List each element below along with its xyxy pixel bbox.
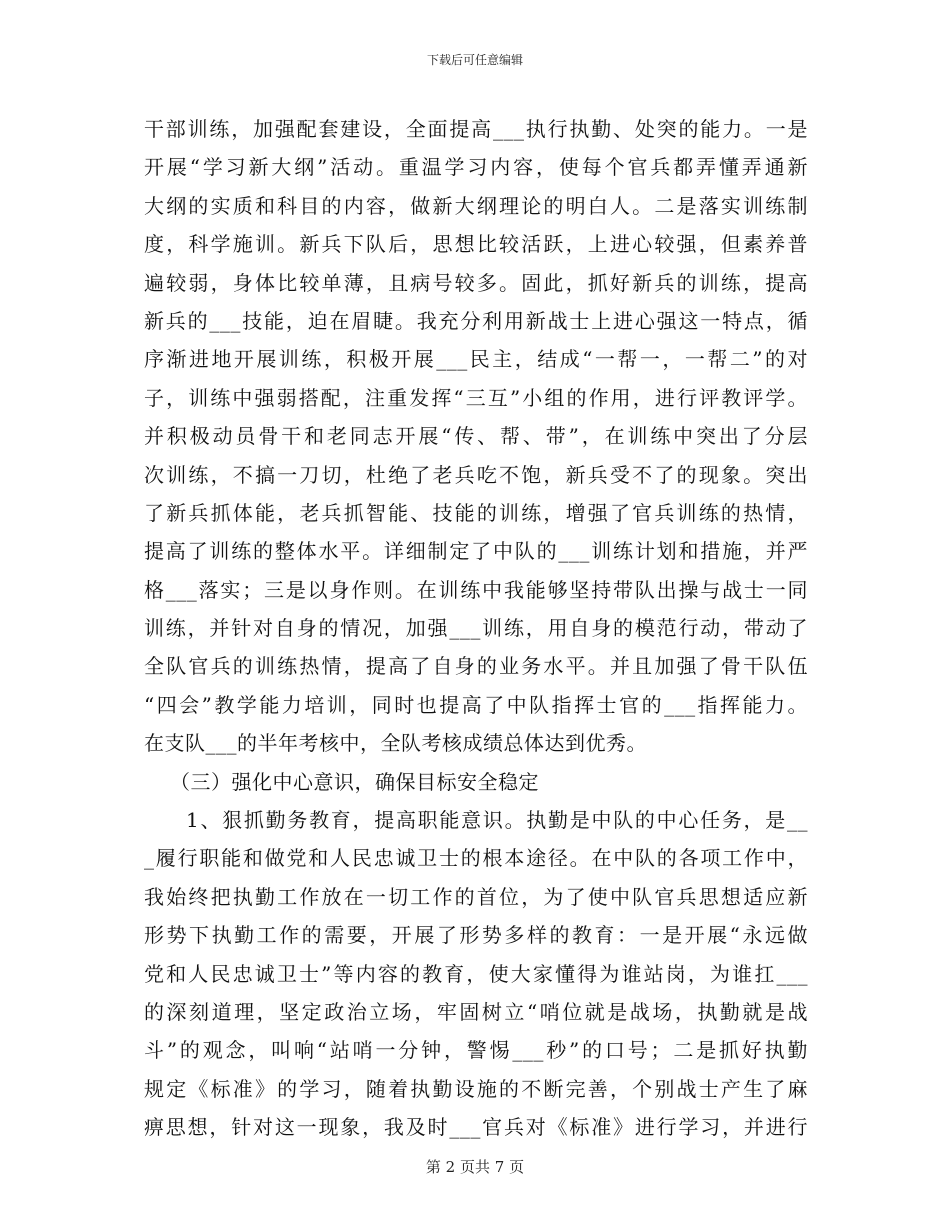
- text-line: 子，训练中强弱搭配，注重发挥“三互”小组的作用，进行评教评学。: [144, 385, 808, 410]
- text-line: 序渐进地开展训练，积极开展___民主，结成“一帮一，一帮二”的对: [144, 347, 808, 372]
- text-line: 痹思想，针对这一现象，我及时___官兵对《标准》进行学习，并进行: [144, 1115, 808, 1140]
- text-line: 新兵的___技能，迫在眉睫。我充分利用新战士上进心强这一特点，循: [144, 308, 808, 333]
- text-line: 的深刻道理，坚定政治立场，牢固树立“哨位就是战场，执勤就是战: [144, 999, 808, 1024]
- text-line: 大纲的实质和科目的内容，做新大纲理论的明白人。二是落实训练制: [144, 193, 808, 218]
- document-body: [144, 110, 808, 1147]
- text-line: 全队官兵的训练热情，提高了自身的业务水平。并且加强了骨干队伍: [144, 654, 808, 679]
- text-line: 提高了训练的整体水平。详细制定了中队的___训练计划和措施，并严: [144, 539, 808, 564]
- text-line: 我始终把执勤工作放在一切工作的首位，为了使中队官兵思想适应新: [144, 884, 808, 909]
- text-line: 训练，并针对自身的情况，加强___训练，用自身的模范行动，带动了: [144, 616, 808, 641]
- page-number-footer: 第 2 页共 7 页: [425, 1158, 525, 1176]
- text-line: 并积极动员骨干和老同志开展“传、帮、带”，在训练中突出了分层: [144, 424, 808, 449]
- text-line: 遍较弱，身体比较单薄，且病号较多。固此，抓好新兵的训练，提高: [144, 270, 808, 295]
- text-line: 规定《标准》的学习，随着执勤设施的不断完善，个别战士产生了麻: [144, 1076, 808, 1101]
- text-line: 开展“学习新大纲”活动。重温学习内容，使每个官兵都弄懂弄通新: [144, 155, 808, 180]
- text-line: 形势下执勤工作的需要，开展了形势多样的教育：一是开展“永远做: [144, 923, 808, 948]
- section-heading: （三）强化中心意识，确保目标安全稳定: [170, 769, 539, 794]
- page-header: 下载后可任意编辑: [426, 53, 523, 67]
- text-line: 格___落实；三是以身作则。在训练中我能够坚持带队出操与战士一同: [144, 577, 808, 602]
- text-line: 度，科学施训。新兵下队后，思想比较活跃，上进心较强，但素养普: [144, 232, 808, 257]
- text-line: 党和人民忠诚卫士”等内容的教育，使大家懂得为谁站岗，为谁扛___: [144, 961, 808, 986]
- text-line: 在支队___的半年考核中，全队考核成绩总体达到优秀。: [144, 731, 647, 756]
- text-line: 1、狠抓勤务教育，提高职能意识。执勤是中队的中心任务，是__: [186, 808, 808, 833]
- text-line: 次训练，不搞一刀切，杜绝了老兵吃不饱，新兵受不了的现象。突出: [144, 462, 808, 487]
- text-line: _履行职能和做党和人民忠诚卫士的根本途径。在中队的各项工作中，: [144, 846, 808, 871]
- text-line: 斗”的观念，叫响“站哨一分钟，警惕___秒”的口号；二是抓好执勤: [144, 1038, 808, 1063]
- text-line: 干部训练，加强配套建设，全面提高___执行执勤、处突的能力。一是: [144, 117, 808, 141]
- text-line: “四会”教学能力培训，同时也提高了中队指挥士官的___指挥能力。: [144, 692, 808, 717]
- text-line: 了新兵抓体能，老兵抓智能、技能的训练，增强了官兵训练的热情，: [144, 500, 808, 525]
